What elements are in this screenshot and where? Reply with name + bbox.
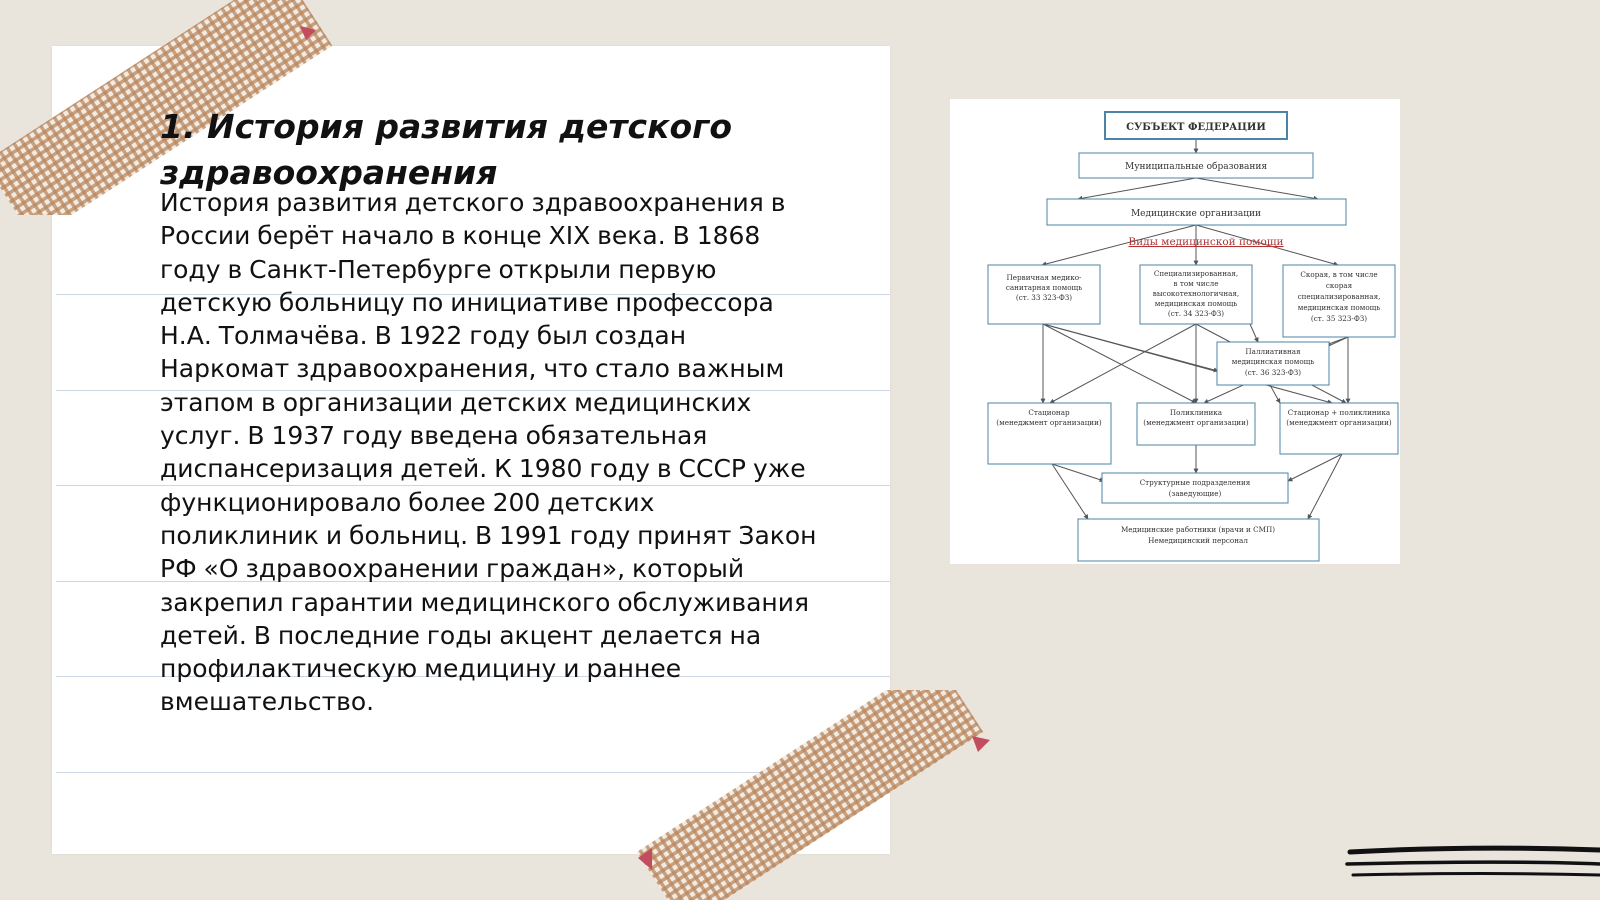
diagram-specialized-line: в том числе xyxy=(1173,279,1219,288)
diagram-med-orgs-label: Медицинские организации xyxy=(1130,209,1262,219)
diagram-hospital-polyclinic-line: (менеджмент организации) xyxy=(1286,418,1392,427)
diagram-subject-label: СУБЪЕКТ ФЕДЕРАЦИИ xyxy=(1126,122,1266,133)
diagram-polyclinic-line: Поликлиника xyxy=(1169,408,1223,417)
diagram-structural-line: Структурные подразделения xyxy=(1139,478,1251,487)
diagram-workers-line: Немедицинский персонал xyxy=(1148,536,1248,545)
diagram-emergency-line: скорая xyxy=(1325,281,1353,290)
diagram-emergency-line: Скорая, в том числе xyxy=(1300,270,1378,279)
body-paragraph: История развития детского здравоохранения в России берёт начало в конце XIX века. В 1868 году в Санкт-Петербурге открыли первую детскую больницу по инициативе профессора Н.А. Толмачёва. В 1922 году был создан Наркомат здравоохранения, что стало важным этапом в организации детских медицинских услуг. В 1937 году введена обязательная диспансеризация детей. К 1980 году в СССР уже функционировало более 200 детских поликлиник и больниц. В 1991 году принят Закон РФ «О здравоохранении граждан», который закрепил гарантии медицинского обслуживания детей. В последние годы акцент делается на профилактическую медицину и раннее вмешательство. xyxy=(160,188,817,717)
diagram-primary-line: Первичная медико- xyxy=(1006,273,1082,282)
diagram-hospital-line: Стационар xyxy=(1028,408,1070,417)
diagram-emergency-line: специализированная, xyxy=(1297,292,1381,301)
tape-decoration-bottom xyxy=(630,690,1000,900)
diagram-specialized-line: Специализированная, xyxy=(1153,269,1239,278)
diagram-municipal-label: Муниципальные образования xyxy=(1124,162,1268,172)
diagram-palliative-line: Паллиативная xyxy=(1245,347,1301,356)
brush-stroke-decoration xyxy=(1345,842,1600,900)
diagram-hospital-line: (менеджмент организации) xyxy=(996,418,1102,427)
diagram-emergency-line: медицинская помощь xyxy=(1297,303,1381,312)
diagram-structural-line: (заведующие) xyxy=(1168,489,1222,498)
page-title: 1. История развития детского здравоохранения xyxy=(160,107,733,192)
org-structure-diagram xyxy=(950,99,1400,564)
diagram-polyclinic-line: (менеджмент организации) xyxy=(1143,418,1249,427)
diagram-specialized-line: медицинская помощь xyxy=(1154,299,1238,308)
diagram-palliative-line: (ст. 36 323-ФЗ) xyxy=(1244,368,1302,377)
diagram-emergency-line: (ст. 35 323-ФЗ) xyxy=(1310,314,1368,323)
diagram-hospital-polyclinic-line: Стационар + поликлиника xyxy=(1287,408,1391,417)
diagram-specialized-line: (ст. 34 323-ФЗ) xyxy=(1167,309,1225,318)
diagram-specialized-line: высокотехнологичная, xyxy=(1152,289,1240,298)
diagram-primary-line: (ст. 33 323-ФЗ) xyxy=(1015,293,1073,302)
diagram-care-types-label: Виды медицинской помощи xyxy=(1128,236,1284,248)
diagram-palliative-line: медицинская помощь xyxy=(1231,357,1315,366)
diagram-primary-line: санитарная помощь xyxy=(1005,283,1083,292)
diagram-workers-line: Медицинские работники (врачи и СМП) xyxy=(1120,525,1276,534)
